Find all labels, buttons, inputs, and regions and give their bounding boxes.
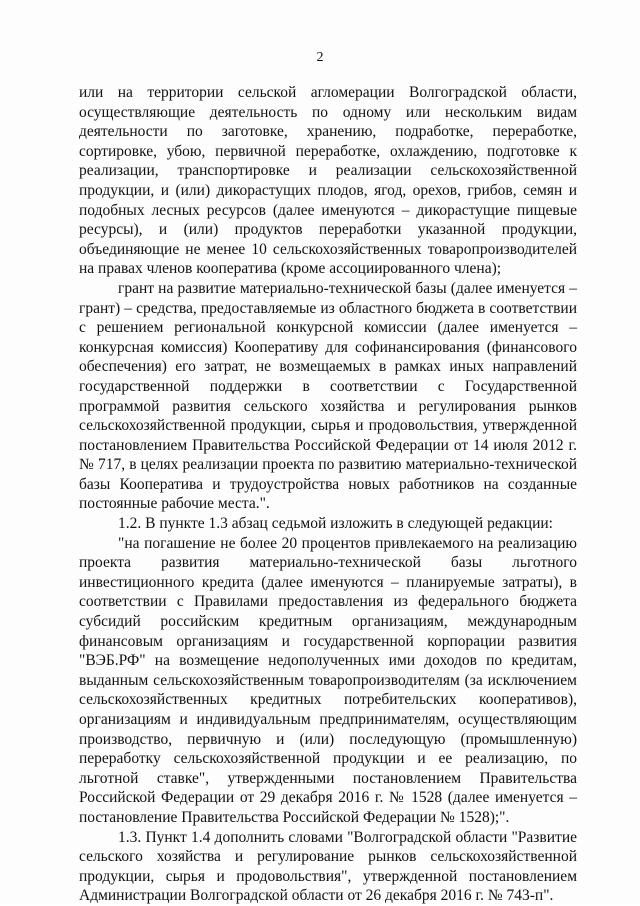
paragraph-item-1-2: 1.2. В пункте 1.3 абзац седьмой изложить в следующей редакции: xyxy=(118,515,553,533)
paragraph-definition-cooperative-continued: или на территории сельской агломерации Волгоградской области, осуществляющие деятельность по одному или нескольким видам деятельности по заготовке, хранению, подработке, переработке, сортировке, убою, первичной переработке, охлаждению, подготовке к реализации, транспортировке и реализации сельскохозяйственной продукции, и (или) дикорастущих плодов, ягод, орехов, грибов, семян и подобных лесных ресурсов (далее именуются – дикорастущие пищевые ресурсы), и (или) продуктов переработки указанной продукции, объединяющие не менее 10 сельскохозяйственных товаропроизводителей на правах членов кооператива (кроме ассоциированного члена); xyxy=(79,84,577,278)
paragraph-item-1-3: 1.3. Пункт 1.4 дополнить словами "Волгоградской области "Развитие сельского хозяйства и регулирование рынков сельскохозяйственной продукции, сырья и продовольствия", утвержденной постановлением Администрации Волгоградской области от 26 декабря 2016 г. № 743-п". xyxy=(79,828,577,905)
page-number: 2 xyxy=(316,50,324,65)
document-body xyxy=(79,83,577,906)
paragraph-definition-grant: грант на развитие материально-технической базы (далее именуется – грант) – средства, предоставляемые из областного бюджета в соответствии с решением региональной конкурсной комиссии (далее именуется – конкурсная комиссия) Кооперативу для софинансирования (финансового обеспечения) его затрат, не возмещаемых в рамках иных направлений государственной поддержки в соответствии с Государственной программой развития сельского хозяйства и регулирования рынков сельскохозяйственной продукции, сырья и продовольствия, утвержденной постановлением Правительства Российской Федерации от 14 июля 2012 г. № 717, в целях реализации проекта по развитию материально-технической базы Кооператива и трудоустройства новых работников на созданные постоянные рабочие места.". xyxy=(79,279,577,513)
paragraph-quoted-amendment: "на погашение не более 20 процентов привлекаемого на реализацию проекта развития материально-технической базы льготного инвестиционного кредита (далее именуются – планируемые затраты), в соответствии с Правилами предоставления из федерального бюджета субсидий российским кредитным организациям, международным финансовым организациям и государственной корпорации развития "ВЭБ.РФ" на возмещение недополученных ими доходов по кредитам, выданным сельскохозяйственным товаропроизводителям (за исключением сельскохозяйственных кредитных потребительских кооперативов), организациям и индивидуальным предпринимателям, осуществляющим производство, первичную и (или) последующую (промышленную) переработку сельскохозяйственной продукции и ее реализацию, по льготной ставке", утвержденными постановлением Правительства Российской Федерации от 29 декабря 2016 г. № 1528 (далее именуется – постановление Правительства Российской Федерации № 1528);". xyxy=(79,534,577,826)
